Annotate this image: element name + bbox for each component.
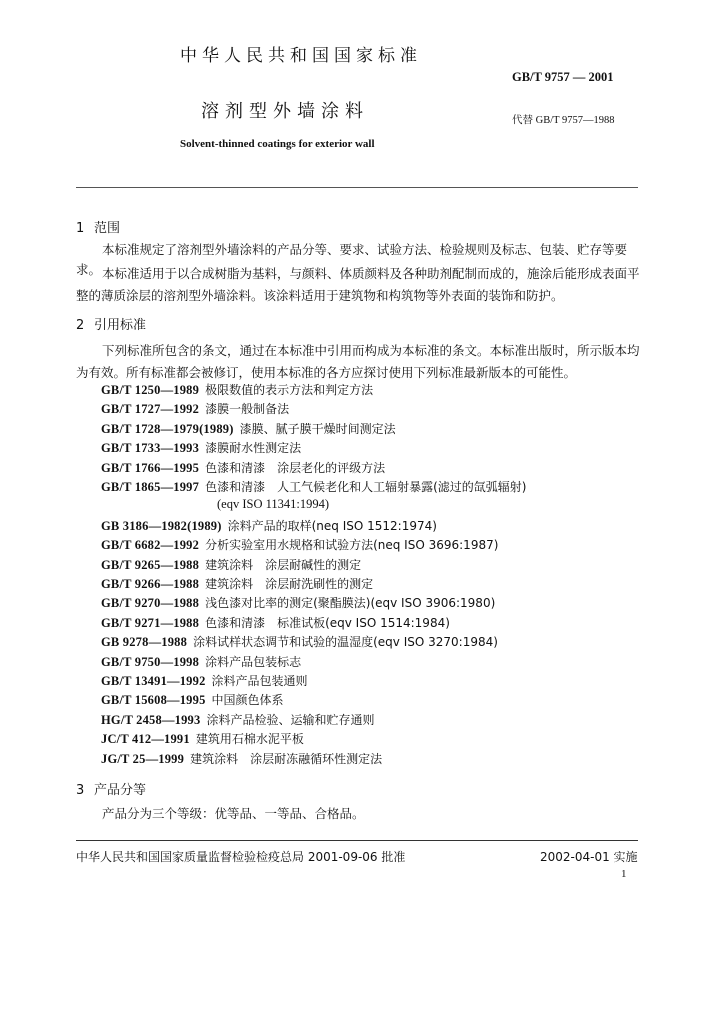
reference-item: [101, 420, 396, 437]
reference-title: 涂料产品包装通则: [211, 674, 308, 688]
reference-code: GB/T 1766—1995: [101, 461, 200, 475]
reference-title: 极限数值的表示方法和判定方法: [205, 383, 374, 397]
reference-title: 色漆和清漆 涂层老化的评级方法: [205, 461, 386, 475]
reference-title: 涂料产品检验、运输和贮存通则: [206, 713, 375, 727]
effective-date: 2002-04-01 实施: [540, 850, 638, 864]
reference-title: 涂料产品包装标志: [205, 655, 302, 669]
reference-item: [101, 633, 498, 650]
reference-code: GB/T 9270—1988: [101, 596, 200, 610]
reference-item: [101, 691, 284, 708]
header-divider: [76, 187, 638, 188]
reference-item: [101, 594, 495, 611]
page-number: 1: [621, 868, 627, 880]
reference-code: HG/T 2458—1993: [101, 713, 201, 727]
reference-title: 色漆和清漆 人工气候老化和人工辐射暴露(滤过的氙弧辐射): [205, 480, 527, 494]
reference-item: [101, 711, 374, 728]
reference-title: 建筑涂料 涂层耐冻融循环性测定法: [190, 752, 383, 766]
reference-item: [101, 381, 373, 398]
reference-title: 漆膜、腻子膜干燥时间测定法: [239, 422, 396, 436]
reference-title: 建筑涂料 涂层耐洗刷性的测定: [205, 577, 374, 591]
reference-code: GB 3186—1982(1989): [101, 519, 222, 533]
reference-title: 涂料试样状态调节和试验的温湿度(eqv ISO 3270:1984): [193, 635, 498, 649]
section-3-heading: 3 产品分等: [76, 783, 147, 798]
reference-item: [101, 653, 301, 670]
reference-code: GB/T 1728—1979(1989): [101, 422, 234, 436]
reference-title: 涂料产品的取样(neq ISO 1512:1974): [227, 519, 437, 533]
reference-code: GB/T 1865—1997: [101, 480, 200, 494]
replaces-note: 代替 GB/T 9757—1988: [512, 115, 615, 126]
reference-title: 建筑涂料 涂层耐碱性的测定: [205, 558, 362, 572]
reference-title: 漆膜耐水性测定法: [205, 441, 302, 455]
reference-item: [101, 730, 304, 747]
reference-title: 漆膜一般制备法: [205, 402, 290, 416]
reference-code: GB/T 1250—1989: [101, 383, 200, 397]
section-1-heading: 1 范围: [76, 221, 121, 236]
reference-code: GB 9278—1988: [101, 635, 188, 649]
reference-title: 分析实验室用水规格和试验方法(neq ISO 3696:1987): [205, 538, 499, 552]
reference-code: JC/T 412—1991: [101, 732, 190, 746]
reference-item: [101, 536, 498, 553]
reference-code: GB/T 1727—1992: [101, 402, 200, 416]
section-1-paragraph-2: 本标准适用于以合成树脂为基料，与颜料、体质颜料及各种助剂配制而成的，施涂后能形成表面平整的薄质涂层的溶剂型外墙涂料。该涂料适用于建筑物和构筑物等外表面的装饰和防护。: [76, 266, 640, 303]
section-3-paragraph-1: 产品分为三个等级：优等品、一等品、合格品。: [102, 806, 365, 821]
reference-title: 色漆和清漆 标准试板(eqv ISO 1514:1984): [205, 616, 450, 630]
reference-item: [101, 517, 437, 534]
standard-code: GB/T 9757 — 2001: [512, 70, 614, 84]
reference-code: GB/T 15608—1995: [101, 693, 206, 707]
reference-item: [101, 672, 308, 689]
footer-divider: [76, 840, 638, 841]
reference-code: GB/T 6682—1992: [101, 538, 200, 552]
reference-title: 中国颜色体系: [211, 693, 284, 707]
reference-code: GB/T 1733—1993: [101, 441, 200, 455]
reference-title: 建筑用石棉水泥平板: [195, 732, 304, 746]
reference-item: [101, 400, 289, 417]
section-2-heading: 2 引用标准: [76, 318, 147, 333]
reference-code: GB/T 9271—1988: [101, 616, 200, 630]
reference-item: [101, 614, 450, 631]
reference-code: GB/T 9750—1998: [101, 655, 200, 669]
section-1-paragraph-1: 本标准规定了溶剂型外墙涂料的产品分等、要求、试验方法、检验规则及标志、包装、贮存等要求。: [76, 242, 628, 277]
reference-code: GB/T 9265—1988: [101, 558, 200, 572]
section-2-intro: 下列标准所包含的条文，通过在本标准中引用而构成为本标准的条文。本标准出版时，所示版本均为有效。所有标准都会被修订，使用本标准的各方应探讨使用下列标准最新版本的可能性。: [76, 343, 640, 380]
reference-item: [101, 478, 526, 495]
english-title: Solvent-thinned coatings for exterior wall: [180, 138, 375, 150]
reference-continuation: (eqv ISO 11341:1994): [217, 497, 330, 511]
reference-item: [101, 459, 385, 476]
reference-code: GB/T 9266—1988: [101, 577, 200, 591]
reference-item: [101, 439, 301, 456]
reference-item: [101, 556, 361, 573]
reference-code: JG/T 25—1999: [101, 752, 185, 766]
reference-item: [101, 575, 373, 592]
country-standard-title: 中华人民共和国国家标准: [180, 46, 422, 66]
reference-title: 浅色漆对比率的测定(聚酯膜法)(eqv ISO 3906:1980): [205, 596, 496, 610]
reference-code: GB/T 13491—1992: [101, 674, 206, 688]
issuer-approval: 中华人民共和国国家质量监督检验检疫总局 2001-09-06 批准: [76, 850, 406, 864]
document-title: 溶剂型外墙涂料: [201, 101, 369, 122]
reference-item: [101, 750, 382, 767]
